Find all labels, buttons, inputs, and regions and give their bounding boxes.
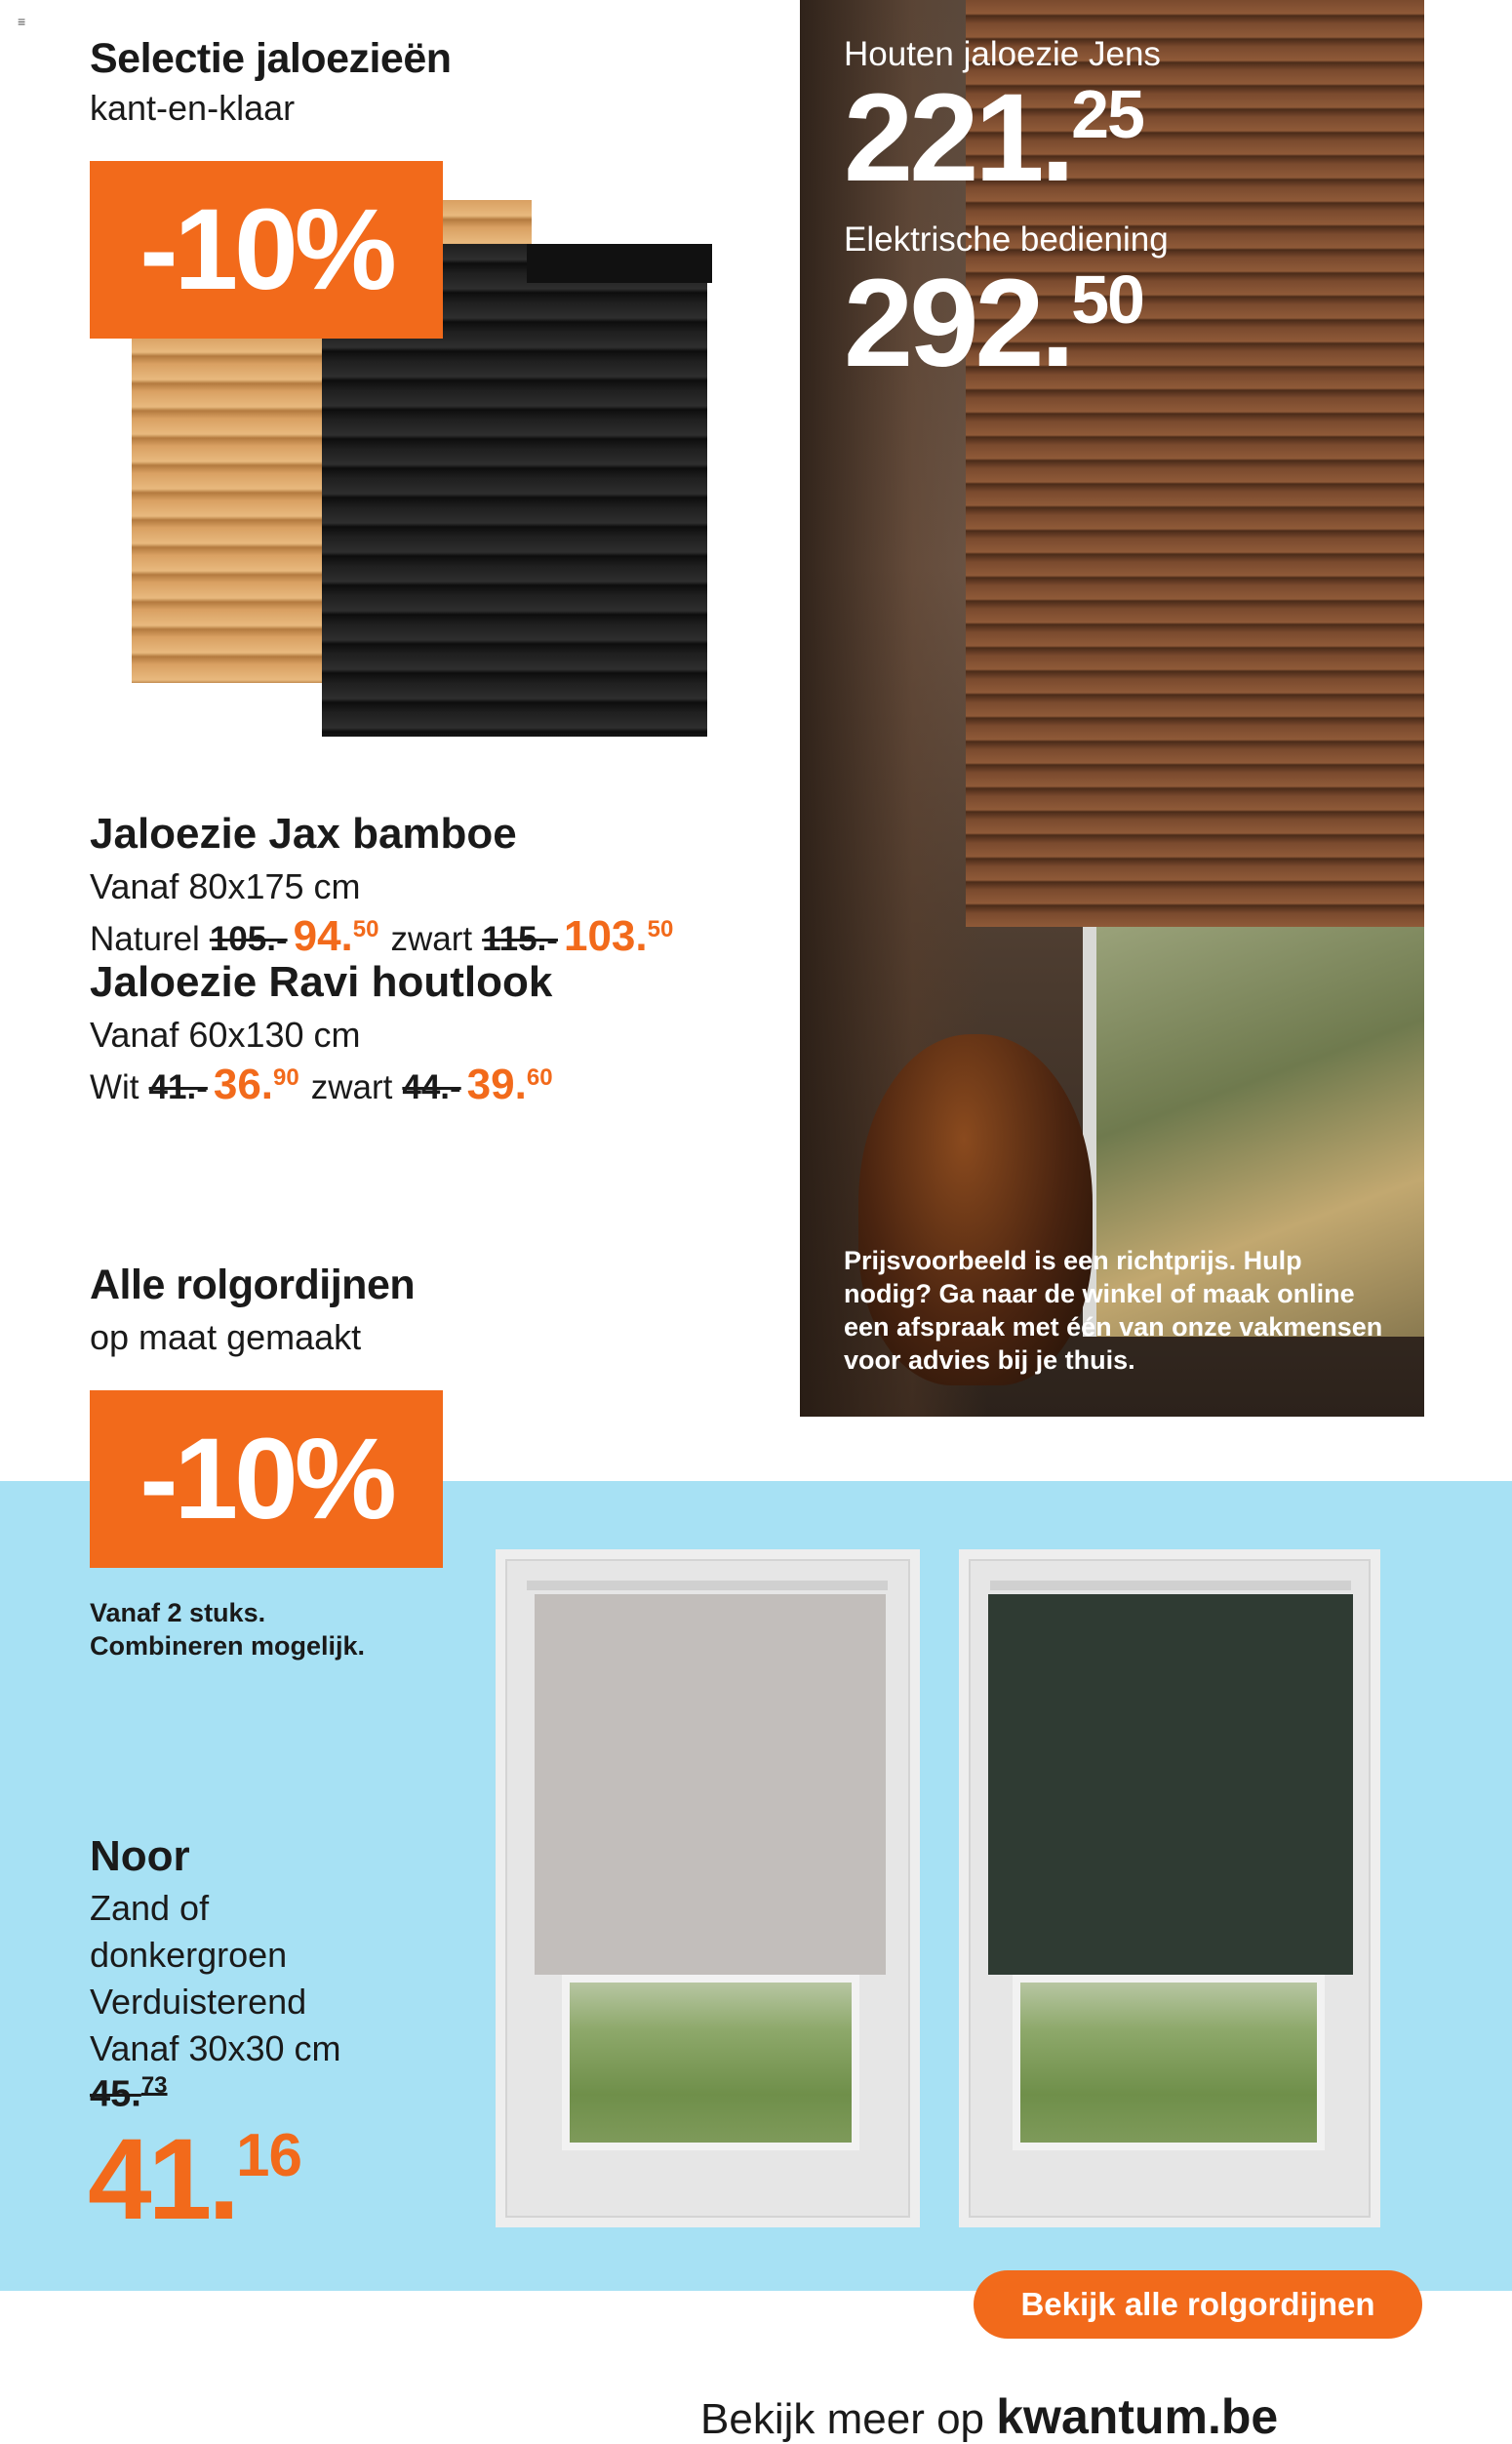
condition-line-2: Combineren mogelijk. <box>90 1631 366 1661</box>
window-view <box>562 1975 859 2150</box>
photo-option-title: Elektrische bediening <box>844 220 1169 259</box>
condition-line-1: Vanaf 2 stuks. <box>90 1598 266 1627</box>
sand-shade <box>535 1594 886 1975</box>
wooden-blind-photo <box>800 0 1424 1417</box>
section-title-rolgordijnen: Alle rolgordijnen <box>90 1262 416 1308</box>
photo-price-1: 221. 25 <box>844 68 1143 208</box>
footer-link[interactable]: Bekijk meer op kwantum.be <box>700 2389 1279 2444</box>
new-price: 94.50 <box>293 912 379 960</box>
green-shade <box>988 1594 1353 1975</box>
noor-line-3: Verduisterend <box>90 1982 307 2022</box>
window-green-roller-blind <box>959 1549 1380 2227</box>
section-title-jaloezieen: Selectie jaloezieën <box>90 35 452 82</box>
noor-line-1: Zand of <box>90 1888 210 1928</box>
discount-badge-rolgordijnen: -10% <box>90 1390 443 1568</box>
window-sand-roller-blind <box>496 1549 920 2227</box>
noor-old-price: 45.73 <box>90 2072 168 2115</box>
price-row-ravi <box>90 1061 553 1109</box>
photo-product-title: Houten jaloezie Jens <box>844 35 1161 73</box>
new-price: 36.90 <box>213 1061 299 1108</box>
roller-headrail <box>990 1581 1351 1590</box>
menu-icon[interactable]: ≡ <box>18 14 26 29</box>
product-size-ravi: Vanaf 60x130 cm <box>90 1015 361 1055</box>
noor-line-2: donkergroen <box>90 1935 288 1975</box>
section-subtitle-jaloezieen: kant-en-klaar <box>90 88 296 128</box>
product-name-noor: Noor <box>90 1832 190 1880</box>
window-view <box>1013 1975 1325 2150</box>
color-label: zwart <box>310 1068 393 1106</box>
view-all-rolgordijnen-button[interactable]: Bekijk alle rolgordijnen <box>974 2270 1422 2339</box>
old-price: 115.- <box>482 920 558 958</box>
noor-line-4: Vanaf 30x30 cm <box>90 2028 341 2068</box>
discount-badge-jaloezieen: -10% <box>90 161 443 339</box>
color-label: Naturel <box>90 920 200 958</box>
price-row-jax <box>90 912 673 961</box>
roller-headrail <box>527 1581 888 1590</box>
new-price: 103.50 <box>563 912 674 960</box>
old-price: 44.- <box>402 1068 461 1106</box>
product-name-ravi: Jaloezie Ravi houtlook <box>90 958 553 1006</box>
product-size-jax: Vanaf 80x175 cm <box>90 866 361 906</box>
color-label: Wit <box>90 1068 139 1106</box>
old-price: 41.- <box>148 1068 208 1106</box>
black-blind-headrail <box>527 244 712 283</box>
new-price: 39.60 <box>466 1061 553 1108</box>
product-name-jax: Jaloezie Jax bamboe <box>90 810 517 858</box>
section-subtitle-rolgordijnen: op maat gemaakt <box>90 1317 362 1357</box>
photo-price-2: 292. 50 <box>844 254 1143 393</box>
photo-note: Prijsvoorbeeld is een richtprijs. Hulp nodig? Ga naar de winkel of maak online een afspraak met één van onze vakmensen voor advies bij je thuis. <box>844 1246 1383 1375</box>
color-label: zwart <box>390 920 473 958</box>
noor-new-price: 41. 16 <box>88 2115 302 2244</box>
old-price: 105.- <box>209 920 288 958</box>
